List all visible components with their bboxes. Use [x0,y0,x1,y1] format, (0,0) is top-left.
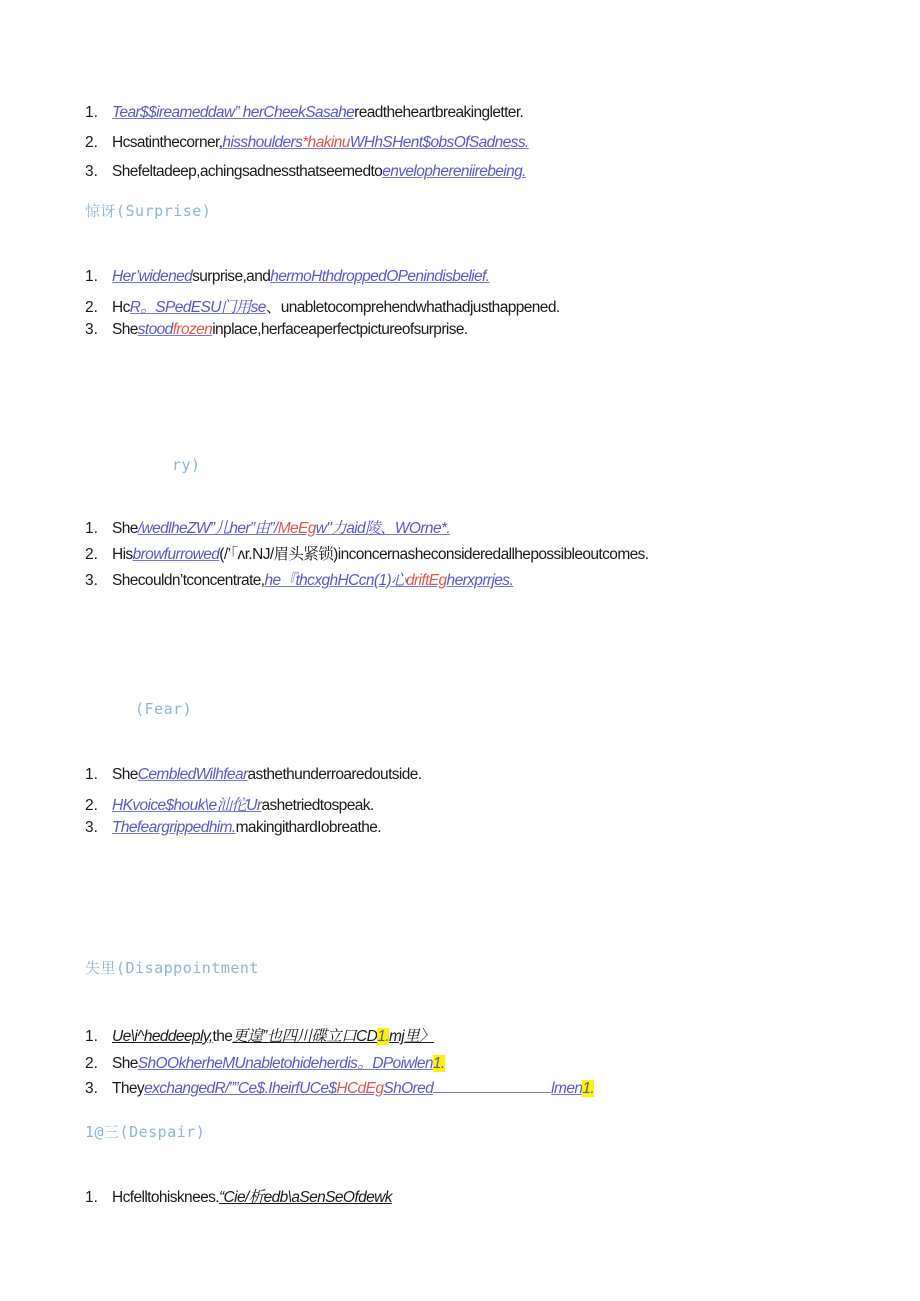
list-item [85,542,649,564]
item-number: 1. [85,104,98,121]
item-text: She [112,520,138,537]
item-text: the [212,1028,233,1045]
item-text: She [112,321,138,338]
list-item [85,1051,445,1073]
item-text: driftEg [405,572,447,589]
item-number: 1. [85,520,98,537]
item-text: Shefeltadeep,achingsadnessthatseemedto [112,163,383,180]
item-number: 2. [85,299,98,316]
list-item [85,134,529,152]
list-item [85,1185,392,1207]
item-text: hisshoulders [222,134,303,151]
fear-heading: (Fear) [135,700,193,718]
highlight-mark: 1. [582,1080,595,1097]
item-text: inplace,herfaceaperfectpictureofsurprise. [212,321,468,338]
item-text: /wedlheZW”儿her”由”/ [137,520,278,537]
item-text: asthethunderroaredoutside. [247,766,422,783]
blank-underline [433,1078,551,1093]
item-text: R。SPedESU门用se [129,299,266,316]
list-item [85,104,523,122]
item-text: makingithardIobreathe. [235,819,381,836]
item-text: Hcsatinthecorner, [112,134,223,151]
item-number: 3. [85,321,98,338]
item-text: WHhSHent$obsOfSadness. [349,134,529,151]
item-text: 、unabletocomprehendwhathadjusthappened. [265,299,560,316]
item-number: 3. [85,819,98,836]
item-number: 2. [85,1055,98,1072]
item-text: MeEg [277,520,316,537]
item-number: 1. [85,766,98,783]
highlight-mark: 1. [432,1055,445,1072]
item-number: 1. [85,1028,98,1045]
item-text: Hc [112,299,130,316]
item-text: lmen [551,1080,583,1097]
list-item [85,568,513,590]
item-text: CembledWilhfear [137,766,248,783]
item-number: 2. [85,546,98,563]
item-number: 3. [85,572,98,589]
item-text: HCdEg [336,1080,384,1097]
list-item [85,516,450,538]
item-text: 更遑”也四川碟立口CD [232,1028,378,1045]
list-item [85,819,381,837]
item-text: envelophereniirebeing. [382,163,526,180]
item-text: frozen [172,321,213,338]
despair-heading: 1@三(Despair) [85,1123,206,1141]
item-text: Tear$$ireameddaw” herCheekSasahe [112,104,355,121]
disappointment-heading: 失里(Disappointment [85,959,259,977]
worry-heading: ry) [172,456,201,474]
item-text: “Cie/析edb\aSenSeOfdewk [218,1189,392,1206]
item-number: 1. [85,268,98,285]
item-text: *hakinu [302,134,350,151]
item-text: Ue\i^heddeeply, [112,1028,213,1045]
list-item [85,766,422,784]
item-number: 3. [85,1080,98,1097]
item-text: surprise,and [192,268,271,285]
item-text: Hcfelltohisknees. [112,1189,219,1206]
list-item [85,163,526,181]
item-text: stood [137,321,173,338]
list-item [85,793,374,815]
item-text: he『thcxghHCcn(1)心 [264,572,406,589]
item-text: mj里〉 [388,1028,434,1045]
item-number: 1. [85,1189,98,1206]
item-text: w"力aid陵、WOrne*. [315,520,451,537]
list-item [85,321,468,339]
list-item [85,1024,434,1046]
item-text: She [112,1055,138,1072]
item-number: 2. [85,797,98,814]
item-text: hermoHthdroppedOPenindisbelief. [270,268,490,285]
item-number: 3. [85,163,98,180]
item-text: Her’widened [112,268,193,285]
item-text: His [112,546,133,563]
item-text: ShOOkherheMUnabletohideherdis。DPoiwlen [137,1055,433,1072]
list-item [85,268,489,286]
item-text: HKvoice$houk\e汕佗Ur [112,797,262,814]
item-text: (/’「ʌr.NJ/眉头紧锁)inconcernasheconsideredallhepossibleoutcomes. [219,546,649,563]
item-text: herxprrjes. [446,572,514,589]
item-text: readtheheartbreakingletter. [354,104,524,121]
highlight-mark: 1. [377,1028,389,1045]
surprise-heading: 惊讶(Surprise) [85,202,212,220]
item-text: browfurrowed [132,546,220,563]
list-item [85,295,560,317]
item-text: She [112,766,138,783]
item-text: ShOred [383,1080,434,1097]
item-text: Thefeargrippedhim. [112,819,236,836]
item-text: ashetriedtospeak. [261,797,374,814]
item-number: 2. [85,134,98,151]
item-text: Shecouldn’tconcentrate, [112,572,265,589]
list-item [85,1078,594,1098]
item-text: IheirfUCe$ [268,1080,337,1097]
item-text: They [112,1080,145,1097]
item-text: exchangedR/””Ce$. [144,1080,269,1097]
